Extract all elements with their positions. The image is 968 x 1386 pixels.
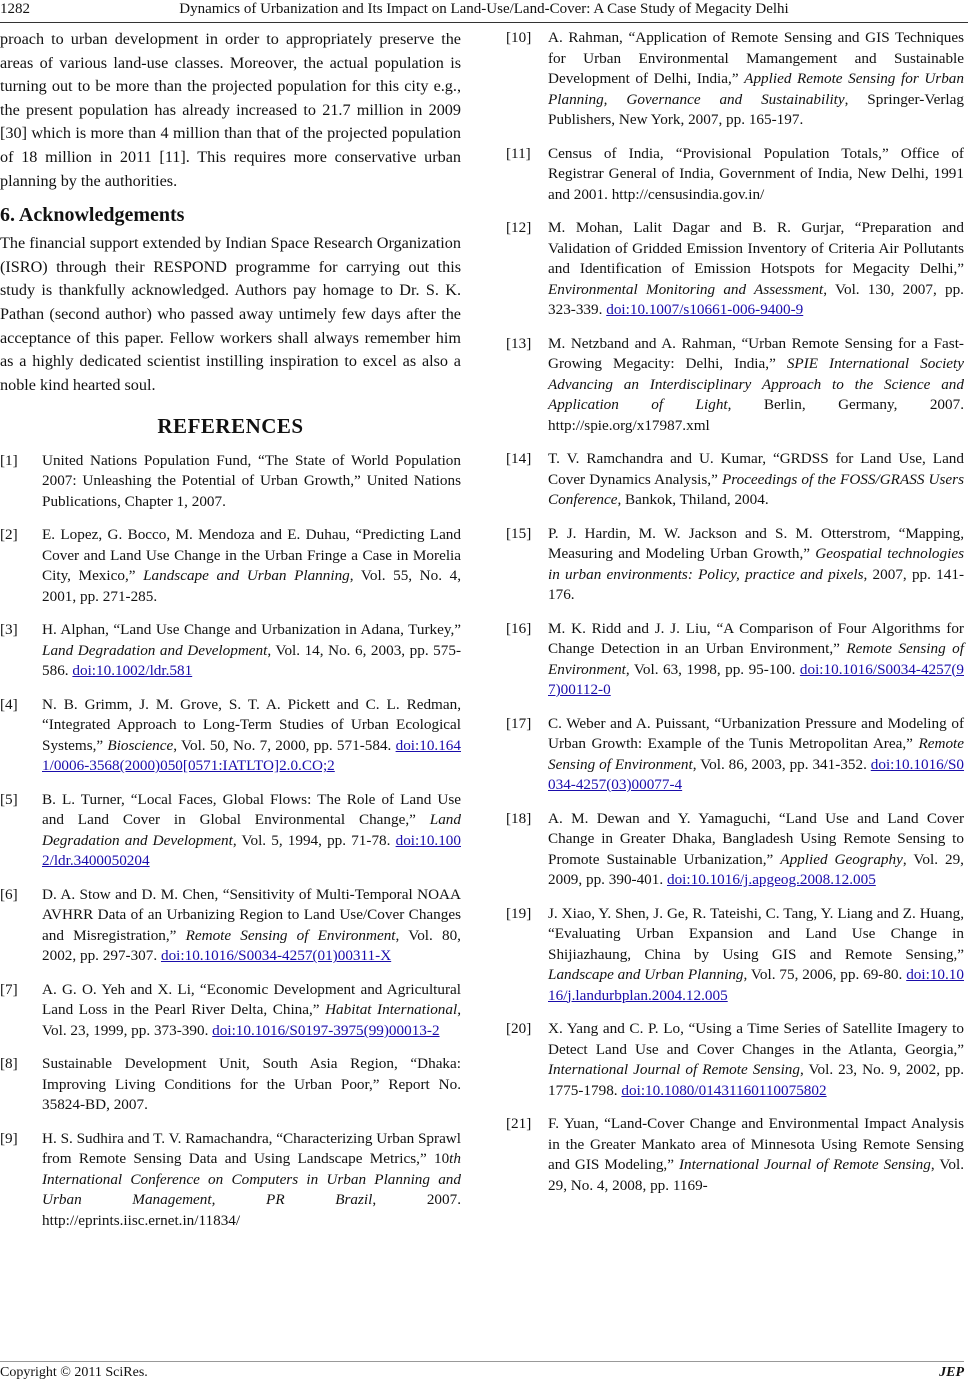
reference-details: , Vol. 14, No. 6, 2003, pp. 575-586. xyxy=(42,641,462,680)
reference-item xyxy=(506,714,964,796)
reference-item xyxy=(0,620,461,682)
reference-source: International Journal of Remote Sensing xyxy=(678,1156,931,1173)
reference-source: th International Conference on Computers in Urban Planning and Urban Management, PR Brazil xyxy=(42,1150,461,1209)
reference-number: [12] xyxy=(506,219,532,236)
reference-details: , Vol. 80, 2002, pp. 297-307. xyxy=(42,926,461,965)
reference-text: M. K. Ridd and J. J. Liu, “A Comparison of Four Algorithms for Change Detection in an Urban Environment,” xyxy=(548,619,964,657)
reference-item xyxy=(506,904,964,1007)
reference-details: , Vol. 130, 2007, pp. 323-339. xyxy=(548,280,964,318)
reference-source: International Journal of Remote Sensing xyxy=(548,1061,800,1078)
reference-number: [1] xyxy=(0,451,18,469)
reference-number: [2] xyxy=(0,526,18,544)
right-column xyxy=(506,28,964,1209)
reference-text: J. Xiao, Y. Shen, J. Ge, R. Tateishi, C. Tang, Y. Liang and Z. Huang, “Evaluating Urban Expansion and Land Use Change in Shijiazhaung, China by Using GIS and Remote Sensing,” xyxy=(548,904,964,963)
reference-number: [8] xyxy=(0,1055,18,1073)
reference-text: E. Lopez, G. Bocco, M. Mendoza and E. Duhau, “Predicting Land Cover and Land Use Change in the Urban Fringe a Case in Morelia City, Mexico,” xyxy=(42,526,461,585)
reference-number: [11] xyxy=(506,144,531,162)
reference-text: H. S. Sudhira and T. V. Ramachandra, “Characterizing Urban Sprawl from Remote Sensing Data and Using Landscape Metrics,” 10 xyxy=(42,1129,461,1168)
reference-item xyxy=(0,885,461,967)
reference-text: A. M. Dewan and Y. Yamaguchi, “Land Use and Land Cover Change in Greater Dhaka, Bangladesh Using Remote Sensing to Promote Sustainable Urbanization,” xyxy=(548,809,964,868)
reference-details: , Springer-Verlag Publishers, New York, 2007, pp. 165-197. xyxy=(548,90,964,128)
reference-source: Remote Sensing of Environment xyxy=(548,735,964,773)
reference-details: , Vol. 63, 1998, pp. 95-100. xyxy=(625,660,800,678)
doi-link[interactable]: doi:10.1016/j.landurbplan.2004.12.005 xyxy=(548,966,964,1004)
reference-text: M. Netzband and A. Rahman, “Urban Remote Sensing for a Fast-Growing Megacity: Delhi, India,” xyxy=(548,334,964,372)
running-header xyxy=(0,0,968,23)
reference-text: B. L. Turner, “Local Faces, Global Flows: The Role of Land Use and Land Cover in Global Environmental Change,” xyxy=(42,790,461,829)
reference-text: T. V. Ramchandra and U. Kumar, “GRDSS for Land Use, Land Cover Dynamics Analysis,” xyxy=(548,450,964,488)
reference-item xyxy=(506,218,964,321)
reference-details: , Vol. 23, No. 9, 2002, pp. 1775-1798. xyxy=(548,1061,964,1099)
reference-text: United Nations Population Fund, “The State of World Population 2007: Unleashing the Potential of Urban Growth,” United Nations Publications, Chapter 1, 2007. xyxy=(42,451,461,510)
intro-paragraph: proach to urban development in order to appropriately preserve the areas of various land-use classes. Moreover, the actual population is turning out to be more than the projected population for this city e.g., the present population has already increased to 21.7 million in 2009 [30] which is more than 4 million than that of the projected population of 18 million in 2011 [11]. This requires more conservative urban planning by the authorities. xyxy=(0,30,461,190)
reference-number: [17] xyxy=(506,714,532,732)
reference-details: , Bankok, Thiland, 2004. xyxy=(617,491,769,508)
reference-item xyxy=(506,1114,964,1196)
reference-item xyxy=(0,451,461,513)
reference-text: D. A. Stow and D. M. Chen, “Sensitivity of Multi-Temporal NOAA AVHRR Data of an Urbanizing Region to Land Use/Cover Changes and Misregistration,” xyxy=(42,885,461,944)
reference-number: [20] xyxy=(506,1020,532,1037)
doi-link[interactable]: doi:10.1002/ldr.581 xyxy=(72,662,193,680)
reference-number: [7] xyxy=(0,980,18,998)
reference-details: , 2007, pp. 141-176. xyxy=(548,565,964,603)
reference-source: Land Degradation and Development xyxy=(42,641,268,659)
reference-text: A. Rahman, “Application of Remote Sensing and GIS Techniques for Urban Environmental Mamangement and Sustainable Development of Delhi, India,” xyxy=(548,29,964,87)
doi-link[interactable]: doi:10.1016/S0034-4257(01)00311-X xyxy=(160,947,392,965)
page-footer xyxy=(0,1361,964,1380)
reference-text: C. Weber and A. Puissant, “Urbanization Pressure and Modeling of Urban Growth: Example of the Tunis Metropolitan Area,” xyxy=(548,714,964,752)
doi-link[interactable]: doi:10.1016/j.apgeog.2008.12.005 xyxy=(666,871,876,888)
reference-item xyxy=(0,980,461,1042)
reference-number: [13] xyxy=(506,334,532,352)
reference-item xyxy=(0,695,461,777)
reference-number: [16] xyxy=(506,619,532,637)
reference-text: F. Yuan, “Land-Cover Change and Environmental Impact Analysis in the Greater Mankato area of Minnesota Using Remote Sensing and GIS Modeling,” xyxy=(548,1115,964,1173)
reference-source: Landscape and Urban Planning xyxy=(548,966,744,983)
reference-number: [5] xyxy=(0,790,18,808)
doi-link[interactable]: doi:10.1007/s10661-006-9400-9 xyxy=(606,301,804,318)
reference-number: [14] xyxy=(506,450,532,467)
doi-link[interactable]: doi:10.1016/S0034-4257(03)00077-4 xyxy=(548,755,965,793)
reference-text: Census of India, “Provisional Population Totals,” Office of Registrar General of India, Government of India, New Delhi, 1991 and 2001. http://censusindia.gov.in/ xyxy=(548,144,964,203)
doi-link[interactable]: doi:10.1641/0006-3568(2000)050[0571:IATLTO]2.0.CO;2 xyxy=(42,736,461,775)
reference-details: , Vol. 55, No. 4, 2001, pp. 271-285. xyxy=(42,567,462,605)
reference-item xyxy=(506,809,964,891)
reference-source: Land Degradation and Development xyxy=(42,811,461,849)
reference-item xyxy=(506,619,964,701)
reference-source: Landscape and Urban Planning xyxy=(143,567,350,585)
reference-item xyxy=(0,1129,461,1232)
reference-source: Remote Sensing of Environment xyxy=(185,926,396,944)
reference-details: , Vol. 86, 2003, pp. 341-352. xyxy=(692,755,871,773)
reference-details: , Berlin, Germany, 2007. http://spie.org/x17987.xml xyxy=(548,396,964,434)
reference-details: , Vol. 29, 2009, pp. 390-401. xyxy=(548,850,964,888)
page-number: 1282 xyxy=(0,1,30,17)
reference-number: [3] xyxy=(0,621,18,639)
left-column xyxy=(0,28,461,1244)
reference-details: , Vol. 29, No. 4, 2008, pp. 1169- xyxy=(548,1156,964,1194)
reference-details: , Vol. 5, 1994, pp. 71-78. xyxy=(232,831,396,849)
reference-text: N. B. Grimm, J. M. Grove, S. T. A. Pickett and C. L. Redman, “Integrated Approach to Long-Term Studies of Urban Ecological Systems,” xyxy=(42,695,461,754)
acknowledgements-heading: 6. Acknowledgements xyxy=(0,204,185,227)
reference-item xyxy=(506,28,964,131)
doi-link[interactable]: doi:10.1080/01431160110075802 xyxy=(621,1081,827,1099)
copyright-notice: Copyright © 2011 SciRes. xyxy=(0,1365,148,1380)
reference-item xyxy=(0,1054,461,1116)
acknowledgements-paragraph: The financial support extended by Indian Space Research Organization (ISRO) through their RESPOND programme for carrying out this study is thankfully acknowledged. Authors pay homage to Dr. S. K. Pathan (second author) who passed away untimely few days after the acceptance of this paper. Fellow workers shall always remember him as a highly dedicated scientist instilling inspiration to excel as also a noble kind hearted soul. xyxy=(0,234,461,394)
journal-abbreviation: JEP xyxy=(939,1365,964,1380)
reference-item xyxy=(506,1019,964,1101)
reference-item xyxy=(0,790,461,872)
reference-text: M. Mohan, Lalit Dagar and B. R. Gurjar, “Preparation and Validation of Gridded Emission Inventory of Criteria Air Pollutants and Identification of Emission Hotspots for Megacity Delhi,” xyxy=(548,219,964,277)
reference-number: [18] xyxy=(506,809,532,827)
reference-source: Geospatial technologies in urban environments: Policy, practice and pixels xyxy=(548,545,964,583)
reference-details: , Vol. 23, 1999, pp. 373-390. xyxy=(42,1001,461,1039)
reference-number: [9] xyxy=(0,1129,18,1147)
doi-link[interactable]: doi:10.1016/S0197-3975(99)00013-2 xyxy=(212,1021,440,1039)
reference-source: Applied Geography xyxy=(780,850,903,868)
reference-details: , Vol. 50, No. 7, 2000, pp. 571-584. xyxy=(173,736,396,754)
reference-source: Habitat International xyxy=(325,1001,458,1019)
reference-details: , Vol. 75, 2006, pp. 69-80. xyxy=(743,966,907,983)
reference-item xyxy=(506,449,964,511)
running-title: Dynamics of Urbanization and Its Impact on Land-Use/Land-Cover: A Case Study of Megacity Delhi xyxy=(179,1,789,17)
doi-link[interactable]: doi:10.1016/S0034-4257(97)00112-0 xyxy=(548,660,964,698)
reference-text: H. Alphan, “Land Use Change and Urbanization in Adana, Turkey,” xyxy=(42,621,461,639)
reference-source: Bioscience xyxy=(107,736,174,754)
reference-text: P. J. Hardin, M. W. Jackson and S. M. Otterstrom, “Mapping, Measuring and Modeling Urban Growth,” xyxy=(548,524,964,562)
reference-number: [6] xyxy=(0,885,18,903)
reference-text: Sustainable Development Unit, South Asia Region, “Dhaka: Improving Living Conditions for the Urban Poor,” Report No. 35824-BD, 2007. xyxy=(42,1055,461,1114)
reference-source: SPIE International Society Advancing an Interdisciplinary Approach to the Science and Application of Light xyxy=(548,355,964,413)
reference-details: , 2007. http://eprints.iisc.ernet.in/11834/ xyxy=(42,1191,462,1229)
reference-text: X. Yang and C. P. Lo, “Using a Time Series of Satellite Imagery to Detect Land Use and Cover Changes in the Atlanta, Georgia,” xyxy=(548,1020,964,1058)
reference-source: Proceedings of the FOSS/GRASS Users Conference xyxy=(548,470,964,508)
reference-number: [19] xyxy=(506,904,532,922)
reference-item xyxy=(506,334,964,437)
reference-item xyxy=(506,524,964,606)
reference-number: [21] xyxy=(506,1115,532,1132)
doi-link[interactable]: doi:10.1002/ldr.3400050204 xyxy=(42,831,461,870)
reference-number: [15] xyxy=(506,524,532,542)
references-heading: REFERENCES xyxy=(157,414,304,439)
reference-source: Remote Sensing of Environment xyxy=(548,640,964,678)
reference-number: [4] xyxy=(0,695,18,713)
reference-number: [10] xyxy=(506,29,532,46)
reference-source: Environmental Monitoring and Assessment xyxy=(548,280,824,298)
reference-item xyxy=(0,525,461,607)
reference-text: A. G. O. Yeh and X. Li, “Economic Development and Agricultural Land Loss in the Pearl River Delta, China,” xyxy=(42,980,461,1019)
reference-source: Applied Remote Sensing for Urban Planning, Governance and Sustainability xyxy=(548,70,964,108)
reference-item xyxy=(506,144,964,206)
